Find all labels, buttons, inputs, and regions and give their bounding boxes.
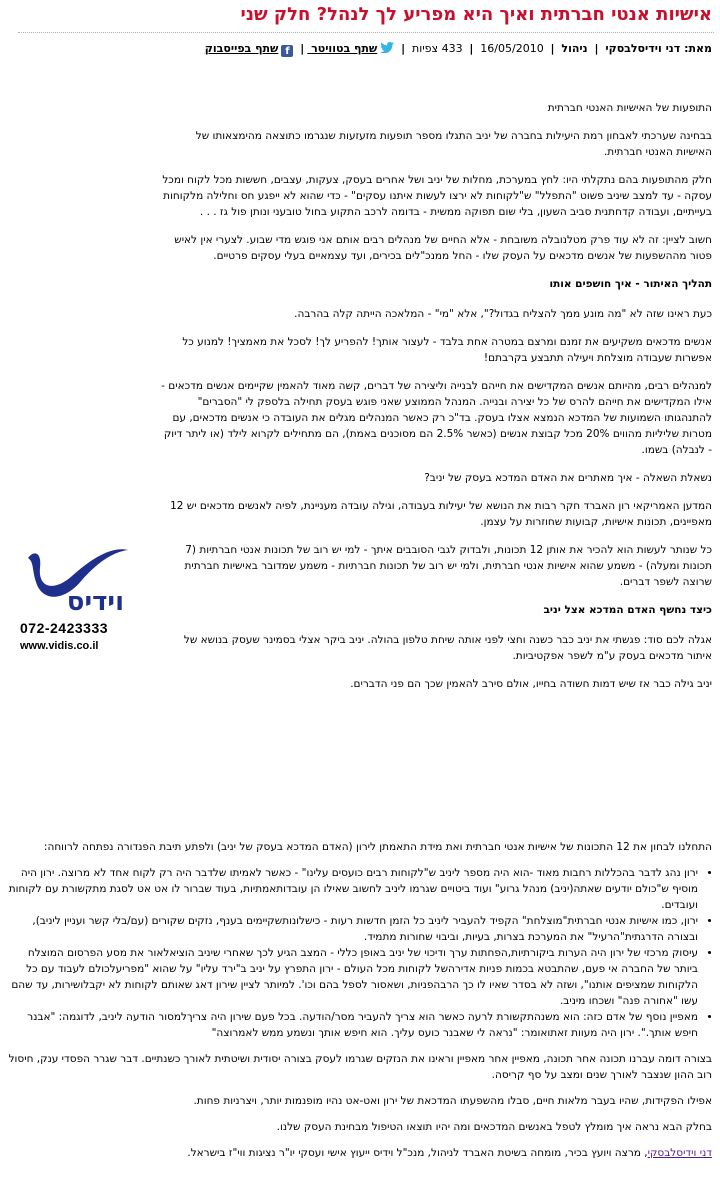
article-paragraph: המדען האמריקאי רון האברד חקר רבות את הנושא של יעילות בעבודה, וגילה עובדה מעניינת, לפיה לאנשים מדכאים יש 12 מאפיינים, תכונות אישיות, קבועות שחוזרות על עצמן. bbox=[170, 500, 712, 528]
article-paragraph: אפילו הפקידות, שהיו בעבר מלאות חיים, סבלו מהשפעתו המדכאת של ירון ואט-אט נהיו מופנמות יותר, ויצרניות פחות. bbox=[193, 1095, 712, 1107]
facebook-share-link[interactable] bbox=[205, 42, 294, 55]
author-name[interactable]: דני וידיסלבסקי bbox=[605, 42, 681, 55]
meta-separator: | bbox=[469, 42, 474, 55]
author-label: מאת: bbox=[684, 42, 712, 55]
article-title: אישיות אנטי חברתית ואיך היא מפריע לך לנהל? חלק שני bbox=[240, 4, 712, 25]
article-meta bbox=[205, 42, 712, 57]
twitter-share-link[interactable] bbox=[307, 42, 394, 55]
article-paragraph: אגלה לכם סוד: פגשתי את יניב כבר כשנה וחצי לפני אותה שיחת טלפון בהולה. יניב ביקר אצלי בסמינר שעסק בנושא של איתור מדכאים בעסק ע"מ לשפר אפקטיביות. bbox=[183, 634, 712, 662]
list-item: • ירון, כמו אישיות אנטי חברתית"מוצלחת" הקפיד להעביר ליניב כל הזמן חדשות רעות - כישלונותשקיימים בענף, נזקים שקורים (עם/בלי קשר ועניין ליניב), ובצורה הדרגתית"הרעיל" את המערכת בצרות, בעיות, וביבוי שחורות מתמיד. bbox=[8, 913, 698, 945]
twitter-icon bbox=[380, 42, 394, 53]
article-paragraph: בבחינה שערכתי לאבחון רמת היעילות בחברה של יניב התגלו מספר תופעות מזעזעות שנגרמו כתוצאה מהימצאותו של האישיות האנטי חברתית. bbox=[195, 130, 712, 158]
facebook-share-label: שתף בפייסבוק bbox=[204, 42, 279, 55]
author-bio-link[interactable]: דני וידיסלבסקי bbox=[647, 1147, 712, 1159]
vidis-logo[interactable] bbox=[20, 536, 132, 632]
list-item: • ירון נהג לדבר בהכללות רחבות מאוד -הוא היה מספר ליניב ש"לקוחות רבים כועסים עלינו" - כאשר לאמיתו שלדבר היה רק לקוח אחד לא מרוצה. ירון היה מוסיף ש"כולם יודעים שאתה(יניב) מנהל גרוע" ועוד ביטויים שגרמו ליניב לחשוב שאילו הן עובדותאמתיות, בעוד שברור לו אט אט לסגת מתקשורת עם לקוחות ועובדים. bbox=[8, 865, 698, 913]
meta-separator: | bbox=[594, 42, 599, 55]
facebook-icon: f bbox=[281, 45, 293, 57]
article-paragraph: חלק מהתופעות בהם נתקלתי היו: לחץ במערכת, מחלות של יניב ושל אחרים בעסק, צעקות, עצבים, חששות מכל לקוח ומכל עסקה - עד למצב שיניב פשוט "התפלל" ש"לקוחות לא ירצו לעשות איתנו עסקים" - כדי שהוא לא ייפגע חס וחלילה מלקוחות בעייתיים, ועבודה קדחתנית סביב השעון, בלי שום תפוקה ממשית - בדומה לרכב התקוע בחול טובעני ונותן פול גז . . . bbox=[162, 174, 712, 218]
article-paragraph: חשוב לציין: זה לא עוד פרק מטלנובלה משובחת - אלא החיים של מנהלים רבים אותם אני פוגש מדי שבוע. לצערי אין לאיש פטור מההשפעות של אנשים מדכאים על העסק שלו - החל ממנכ"לים בכירים, ועד עצמאיים בעלי עסקים פרטיים. bbox=[174, 234, 712, 262]
article-body bbox=[157, 100, 712, 704]
article-body-wide bbox=[8, 839, 712, 1171]
article-paragraph: כל שנותר לעשות הוא להכיר את אותן 12 תכונות, ולבדוק לגבי הסובבים איתך - למי יש רוב של תכונות אנטי חברתיות (7 תכונות ומעלה) - משמע שהוא אישיות אנטי חברתית, ולמי יש רוב של תכונות חברתיות - משמע שמדובר באישיות חברתית שרוצה לשפר דברים. bbox=[184, 544, 712, 588]
article-paragraph: יניב גילה כבר אז שיש דמות חשודה בחייו, אולם סירב להאמין שכך הם פני הדברים. bbox=[350, 678, 712, 690]
logo-brand-text: וידיס bbox=[66, 587, 124, 617]
article-paragraph: בצורה דומה עברנו תכונה אחר תכונה, מאפיין אחר מאפיין וראינו את הנזקים שגרמו לעסק בצורה יסודית ושיטתית לאורך כשנתיים. דבר שגרר הפסדי ענק, חיסול רוב ההון שנצבר לאורך שנים ומצב על סף קריסה. bbox=[8, 1053, 712, 1081]
twitter-share-label: שתף בטוויטר bbox=[311, 42, 378, 55]
author-bio-text: , מרצה ויועץ בכיר, מומחה בשיטת האברד לניהול, מנכ"ל וידיס ייעוץ אישי ועסקי יו"ר נציגות ווי"ז בישראל. bbox=[187, 1147, 648, 1159]
view-count: 433 צפיות bbox=[411, 42, 463, 55]
author-bio bbox=[8, 1145, 712, 1161]
ad-website[interactable]: www.vidis.co.il bbox=[20, 640, 99, 652]
article-paragraph: כעת ראינו שזה לא "מה מונע ממך להצליח בגדול?", אלא "מי" - המלאכה הייתה קלה בהרבה. bbox=[294, 308, 712, 320]
meta-separator: | bbox=[300, 42, 305, 55]
ad-phone[interactable]: 072-2423333 bbox=[20, 620, 109, 636]
meta-separator: | bbox=[550, 42, 555, 55]
article-paragraph: אנשים מדכאים משקיעים את זמנם ומרצם במטרה אחת בלבד - לעצור אותך! להפריע לך! לסכל את מאמציך! למנוע כל אפשרות שעבודה מוצלחת ויעילה תתבצע בקרבתם! bbox=[182, 336, 712, 364]
title-divider bbox=[18, 32, 714, 33]
article-paragraph: נשאלת השאלה - איך מאתרים את האדם המדכא בעסק של יניב? bbox=[424, 472, 712, 484]
article-paragraph: התופעות של האישיות האנטי חברתית bbox=[547, 102, 712, 114]
publish-date: 16/05/2010 bbox=[480, 42, 544, 55]
article-paragraph: בחלק הבא נראה איך מומלץ לטפל באנשים המדכאים ומה יהיו תוצאו הטיפול מבחינת העסק שלנו. bbox=[276, 1121, 712, 1133]
section-heading: כיצד נחשף האדם המדכא אצל יניב bbox=[543, 604, 712, 616]
list-item: • מאפיין נוסף של אדם כזה: הוא משנהתקשורת לרעה כאשר הוא צריך להעביר מסר/הודעה. בכל פעם שירון היה צריךלמסור הודעה ליניב, לדוגמה: "אבנר חיפש אותך.". ירון היה מעוות זאתואומר: "נראה לי שאבנר כועס עליך. הוא חיפש אותך ונשמע ממש לאמרוצה" bbox=[8, 1009, 698, 1041]
meta-separator: | bbox=[401, 42, 406, 55]
article-paragraph: למנהלים רבים, מהיותם אנשים המקדישים את חייהם לבנייה וליצירה של דברים, קשה מאוד להאמין שקיימים אנשים מדכאים - אילו המקדישים את חייהם להרס של כל יצירה ובנייה. המנהל הממוצע שאני פוגש בעסק תחילה בלספק לי "הסברים" להתנהגותו השמועות של המדכא הנמצא אצלו בעסק. בד"כ רק כאשר המנהלים מגלים את העובדה כי אנשים מדכאים, עם מטרות שליליות מהווים 20% מכל קבוצת אנשים (כאשר 2.5% הם מסוכנים באמת), הם מתחילים לקרוא לילד (או ליתר דיוק - לנבלה) בשמו. bbox=[161, 380, 712, 456]
traits-list bbox=[8, 865, 712, 1041]
list-item: • עיסוק מרכזי של ירון היה הערות ביקורתיות,הפחתות ערך ודיכוי של יניב באופן כללי - המצב הגיע לכך שאחרי שיניב הוציאלאור את מסע הפרסום המוצלח ביותר של החברה אי פעם, שהתבטא בכמות פניות אדירהשל לקוחות מכל העולם - ירון התפרץ על יניב ב"ירד עליו" על שהוא "מפריעלכולם לעבוד עם כל הלקוחות שמציפים אותנו", ושזה לא בסדר שאיו לו כך הרבהפניות, ושאסור לספל בהם וכו'. למיותר לציין שירון דאג שאותם לקוחות לא יקבלושירות, עד שהם עשו "אחורה פנה" ושכחו מיניב. bbox=[8, 945, 698, 1009]
category-link[interactable]: ניהול bbox=[561, 42, 588, 55]
article-paragraph: התחלנו לבחון את 12 התכונות של אישיות אנטי חברתית ואת מידת התאמתן לירון (האדם המדכא בעסק של יניב) ולפתע תיבת הפנדורה נפתחה לרווחה: bbox=[43, 841, 712, 853]
section-heading: תהליך האיתור - איך חושפים אותו bbox=[549, 278, 712, 290]
